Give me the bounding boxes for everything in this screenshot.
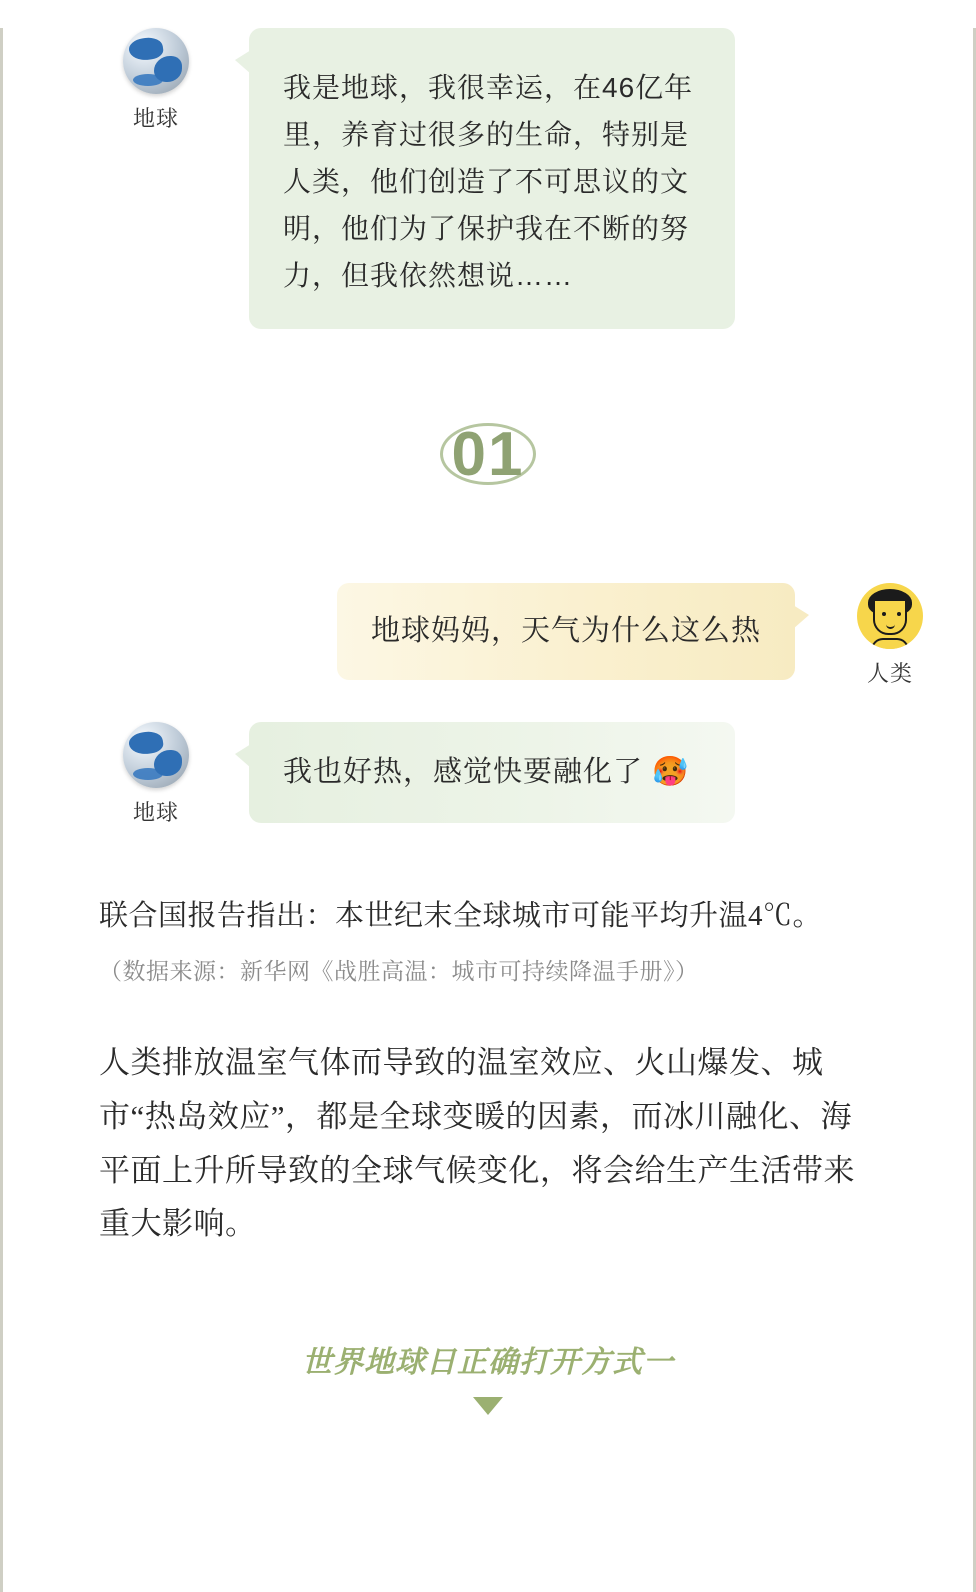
chat-bubble-earth-intro: [249, 28, 735, 329]
bubble-tail-icon: [235, 50, 251, 74]
chat-bubble-text: 我也好热，感觉快要融化了 🥵: [283, 756, 690, 789]
earth-avatar-icon: [123, 722, 189, 788]
section-number: [3, 413, 973, 495]
bubble-tail-icon: [793, 605, 809, 629]
chevron-down-icon: [473, 1397, 503, 1415]
avatar-label: 地球: [132, 800, 179, 826]
human-avatar-icon: [857, 583, 923, 649]
article-paragraph: 人类排放温室气体而导致的温室效应、火山爆发、城市“热岛效应”，都是全球变暖的因素，而冰川融化、海平面上升所导致的全球气候变化，将会给生产生活带来重大影响。: [99, 1044, 855, 1242]
avatar-block-earth: [101, 28, 211, 133]
avatar-label: 地球: [132, 106, 179, 131]
avatar-block-earth: [101, 722, 211, 827]
earth-avatar-icon: [123, 28, 189, 94]
article-lead: 联合国报告指出：本世纪末全球城市可能平均升温4℃。: [99, 900, 823, 933]
avatar-block-human: [835, 583, 945, 688]
chat-bubble-human-question: [337, 583, 795, 680]
chat-row: [3, 722, 973, 827]
footer-title: 世界地球日正确打开方式一: [302, 1346, 674, 1380]
face-shape: [873, 601, 907, 635]
footer: [3, 1337, 973, 1415]
globe-landmass-icon: [133, 74, 163, 86]
article-page: [0, 28, 976, 1592]
bubble-tail-icon: [235, 744, 251, 768]
section-number-badge: [434, 413, 542, 495]
article-source: （数据来源：新华网《战胜高温：城市可持续降温手册》）: [99, 958, 699, 984]
chat-bubble-earth-reply: [249, 722, 735, 823]
article-body: [3, 895, 973, 1251]
chat-row: [3, 583, 973, 688]
section-number-text: 01: [451, 419, 525, 489]
chat-bubble-text: 地球妈妈，天气为什么这么热: [370, 615, 761, 648]
globe-landmass-icon: [133, 768, 163, 780]
chat-bubble-text: 我是地球，我很幸运，在46亿年里，养育过很多的生命，特别是人类，他们创造了不可思议的文明，他们为了保护我在不断的努力，但我依然想说……: [283, 72, 694, 292]
collar-shape: [871, 638, 909, 649]
chat-row: [3, 28, 973, 329]
avatar-label: 人类: [866, 661, 913, 687]
